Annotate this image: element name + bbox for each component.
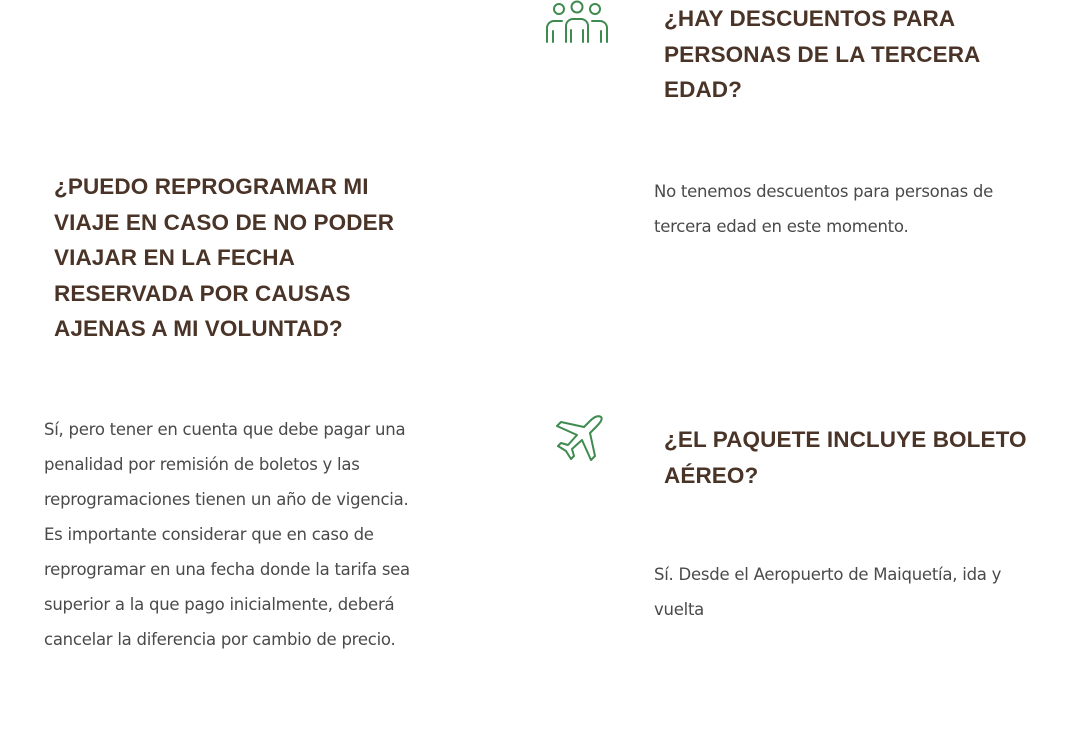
faq-answer-flight: Sí. Desde el Aeropuerto de Maiquetía, ida y vuelta <box>654 565 1002 619</box>
faq-question-flight: ¿EL PAQUETE INCLUYE BOLETO AÉREO? <box>664 427 1027 488</box>
faq-question-reschedule: ¿PUEDO REPROGRAMAR MI VIAJE EN CASO DE NO PODER VIAJAR EN LA FECHA RESERVADA POR CAUSAS AJENAS A MI VOLUNTAD? <box>54 174 395 341</box>
airplane-icon <box>553 414 605 464</box>
faq-answer-seniors: No tenemos descuentos para personas de tercera edad en este momento. <box>654 182 994 236</box>
group-people-icon <box>544 0 612 44</box>
faq-question-seniors: ¿HAY DESCUENTOS PARA PERSONAS DE LA TERCERA EDAD? <box>664 6 980 102</box>
faq-answer-reschedule: Sí, pero tener en cuenta que debe pagar una penalidad por remisión de boletos y las reprogramaciones tienen un año de vigencia. Es importante considerar que en caso de reprogramar en una fecha donde la tarifa sea superior a la que pago inicialmente, deberá cancelar la diferencia por cambio de precio. <box>44 420 410 649</box>
